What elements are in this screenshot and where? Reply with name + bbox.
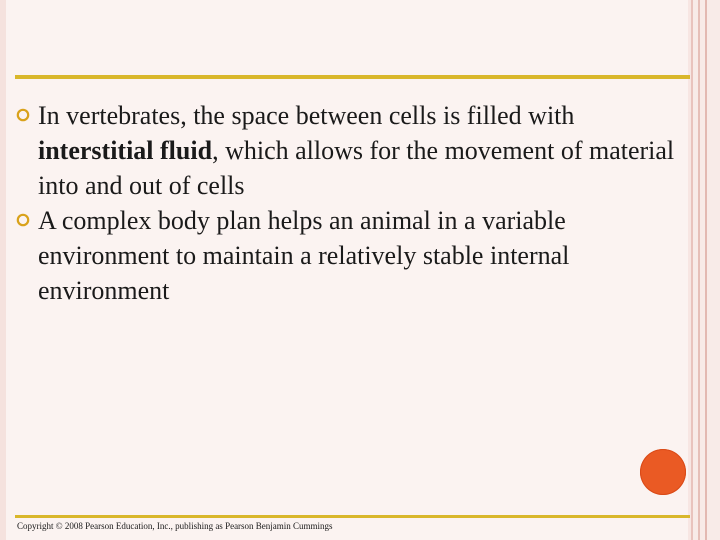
left-margin-band (0, 0, 6, 540)
hollow-circle-bullet-icon (16, 213, 30, 227)
orange-circle-icon (640, 449, 686, 495)
bullet-item (16, 98, 676, 203)
bullet-text-part: , which allows for the movement of material into and out of cells (38, 136, 675, 200)
right-edge-stripes (688, 0, 720, 540)
bullet-text (38, 98, 676, 203)
top-divider (15, 75, 690, 79)
hollow-circle-bullet-icon (16, 108, 30, 122)
bullet-text-part: In vertebrates, the space between cells is filled with (38, 101, 575, 130)
bullet-item (16, 203, 676, 308)
bullet-text: A complex body plan helps an animal in a variable environment to maintain a relatively stable internal environment (38, 206, 570, 305)
copyright-footer: Copyright © 2008 Pearson Education, Inc., publishing as Pearson Benjamin Cummings (17, 521, 333, 531)
bottom-divider (15, 515, 690, 518)
slide-body (16, 98, 676, 308)
bold-term: interstitial fluid (38, 136, 213, 165)
